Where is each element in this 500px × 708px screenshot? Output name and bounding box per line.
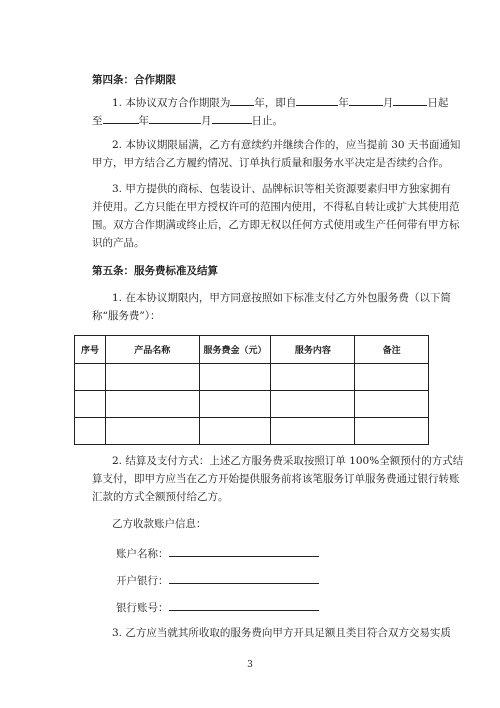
account-no-field[interactable] <box>169 599 319 611</box>
article4-clause2-line2: 甲方，甲方结合乙方履约情况、订单执行质量和服务水平决定是否续约合作。 <box>92 157 449 169</box>
bank-field[interactable] <box>169 572 319 584</box>
col-header-content: 服务内容 <box>271 336 355 364</box>
article4-clause3-line1: 3. 甲方提供的商标、包装设计、品牌标识等相关资源要素归甲方独家拥有 <box>112 183 451 195</box>
col-header-no: 序号 <box>75 336 106 364</box>
article5-heading: 第五条：服务费标准及结算 <box>92 265 218 277</box>
text-segment: 年，即自 <box>254 97 297 109</box>
article5-clause2-line1: 2. 结算及支付方式：上述乙方服务费采取按照订单 100%全额预付的方式结 <box>112 455 464 467</box>
blank-years[interactable] <box>230 94 254 106</box>
table-cell[interactable] <box>105 391 199 418</box>
article5-clause3-line1: 3. 乙方应当就其所收取的服务费向甲方开具足额且类目符合双方交易实质 <box>112 627 451 639</box>
text-segment: 月 <box>201 115 212 127</box>
table-cell[interactable] <box>199 364 271 391</box>
account-no-label: 银行账号： <box>116 602 169 614</box>
article4-clause2-line1: 2. 本协议期限届满，乙方有意续约并继续合作的，应当提前 30 天书面通知 <box>112 139 461 151</box>
article5-clause2-line2: 算支付，即甲方应当在乙方开始提供服务前将该笔服务订单服务费通过银行转账 <box>92 473 460 485</box>
page-number: 3 <box>247 660 253 670</box>
account-name-label: 账户名称： <box>116 548 169 560</box>
account-name-field[interactable] <box>169 545 319 557</box>
table-cell[interactable] <box>355 391 429 418</box>
col-header-remark: 备注 <box>355 336 429 364</box>
blank-end-month[interactable] <box>149 112 201 124</box>
blank-end-year[interactable] <box>103 112 139 124</box>
blank-start-day[interactable] <box>393 94 427 106</box>
table-cell[interactable] <box>75 391 106 418</box>
col-header-product: 产品名称 <box>105 336 199 364</box>
table-cell[interactable] <box>271 364 355 391</box>
article4-clause1-line1 <box>112 94 448 110</box>
text-segment: 至 <box>92 115 103 127</box>
article5-clause2-line3: 汇款的方式全额预付给乙方。 <box>92 491 229 503</box>
blank-end-day[interactable] <box>212 112 252 124</box>
text-segment: 日止。 <box>251 115 283 127</box>
account-name-line <box>116 545 319 561</box>
article4-clause3-line4: 识的产品。 <box>92 237 145 249</box>
text-segment: 日起 <box>427 97 449 109</box>
text-segment: 1. 本协议双方合作期限为 <box>112 97 231 109</box>
table-row <box>75 418 429 445</box>
text-segment: 年 <box>338 97 349 109</box>
table-row <box>75 364 429 391</box>
table-cell[interactable] <box>271 418 355 445</box>
text-segment: 月 <box>382 97 394 109</box>
table-cell[interactable] <box>75 364 106 391</box>
bank-label: 开户银行： <box>116 575 169 587</box>
article4-clause3-line3: 围。双方合作期满或终止后，乙方即无权以任何方式使用或生产任何带有甲方标 <box>92 219 460 231</box>
article4-clause3-line2: 并使用。乙方只能在甲方授权许可的范围内使用，不得私自转让或扩大其使用范 <box>92 201 460 213</box>
article4-heading: 第四条：合作期限 <box>92 74 176 86</box>
article4-clause1-line2 <box>92 112 283 128</box>
text-segment: 年 <box>138 115 149 127</box>
table-header-row <box>75 336 429 364</box>
table-cell[interactable] <box>199 391 271 418</box>
table-cell[interactable] <box>199 418 271 445</box>
table-cell[interactable] <box>355 418 429 445</box>
table-row <box>75 391 429 418</box>
bank-line <box>116 572 319 588</box>
article5-clause1-line2: 称“服务费”）： <box>92 310 161 322</box>
table-cell[interactable] <box>105 364 199 391</box>
table-cell[interactable] <box>271 391 355 418</box>
table-cell[interactable] <box>105 418 199 445</box>
table-cell[interactable] <box>355 364 429 391</box>
account-info-title: 乙方收款账户信息： <box>112 518 207 530</box>
blank-start-month[interactable] <box>349 94 383 106</box>
account-no-line <box>116 599 319 615</box>
col-header-fee: 服务费金（元） <box>199 336 271 364</box>
service-fee-table <box>74 335 429 445</box>
blank-start-year[interactable] <box>296 94 338 106</box>
table-cell[interactable] <box>75 418 106 445</box>
article5-clause1-line1: 1. 在本协议期限内，甲方同意按照如下标准支付乙方外包服务费（以下简 <box>112 292 451 304</box>
